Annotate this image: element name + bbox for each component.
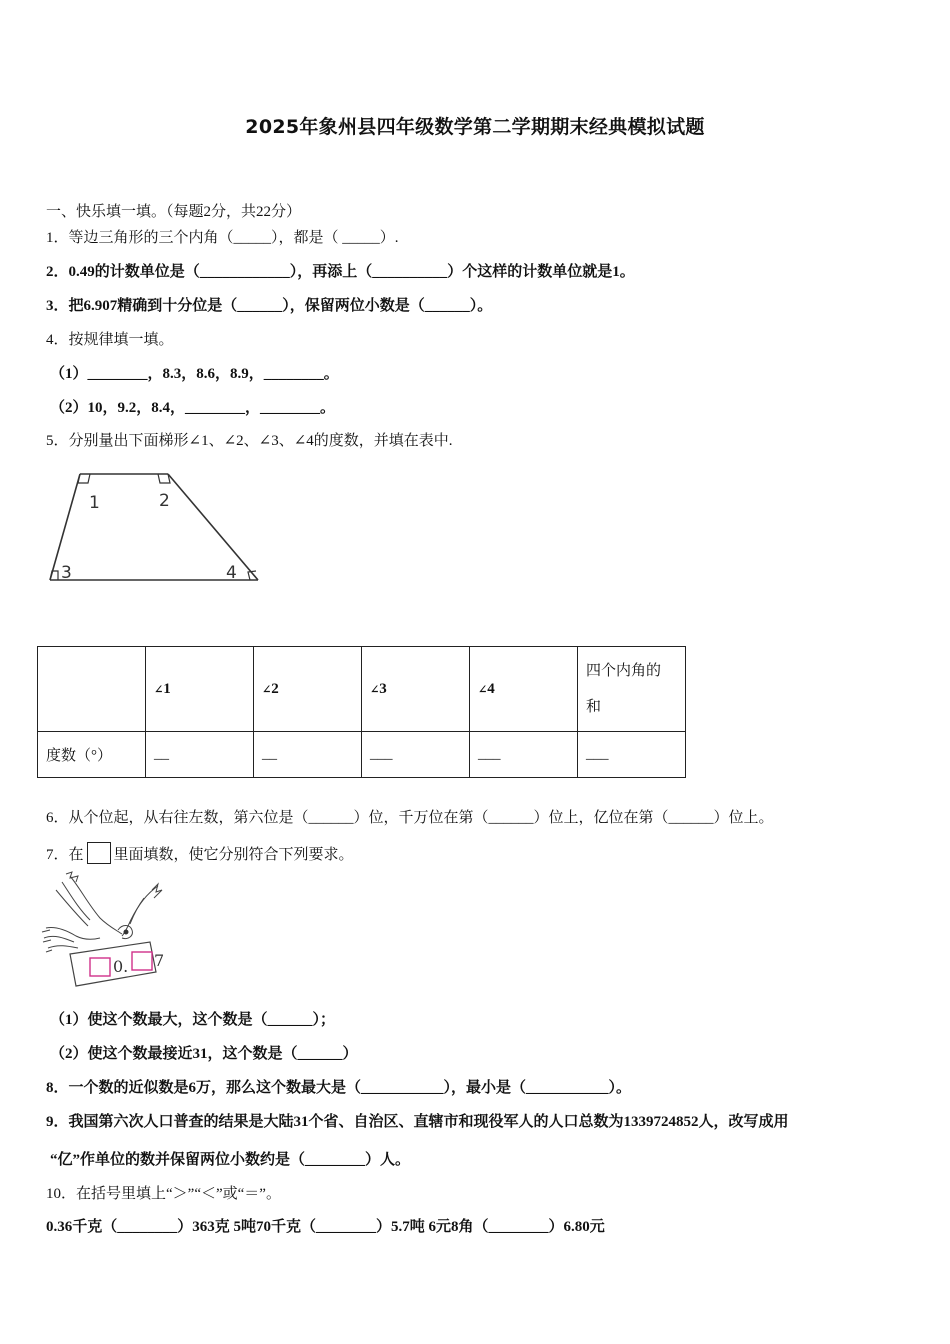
table-row xyxy=(38,732,686,778)
question-7-part-2: （2）使这个数最接近31，这个数是（______） xyxy=(50,1046,358,1062)
table-corner-cell xyxy=(38,647,146,732)
angle-label-4: 4 xyxy=(226,563,237,583)
answer-cell-angle-3[interactable]: ___ xyxy=(362,732,470,778)
angle-label-2: 2 xyxy=(159,491,170,511)
fill-box-icon xyxy=(87,842,111,864)
section-heading: 一、快乐填一填。（每题2分，共22分） xyxy=(46,204,302,220)
question-6: 6．从个位起，从右往左数，第六位是（______）位，千万位在第（______）位上，亿位在第（______）位上。 xyxy=(46,810,774,826)
angle-label-1: 1 xyxy=(89,493,100,513)
header-angle-4: ∠4 xyxy=(470,647,578,732)
header-angle-2: ∠2 xyxy=(254,647,362,732)
tail-feathers xyxy=(46,927,100,939)
question-4-part-1: （1）________，8.3，8.6，8.9，________。 xyxy=(50,366,339,382)
trapezoid-figure xyxy=(44,466,268,590)
question-2: 2．0.49的计数单位是（____________），再添上（__________）个这样的计数单位就是1。 xyxy=(46,264,635,280)
row-label-degrees: 度数（°） xyxy=(38,732,146,778)
question-3: 3．把6.907精确到十分位是（______），保留两位小数是（______）。 xyxy=(46,298,493,314)
table-header-row xyxy=(38,647,686,732)
answer-cell-sum[interactable]: ___ xyxy=(578,732,686,778)
page-title: 2025年象州县四年级数学第二学期期末经典模拟试题 xyxy=(245,116,705,138)
question-4-part-2: （2）10，9.2，8.4，________，________。 xyxy=(50,400,336,416)
question-9-line-1: 9．我国第六次人口普查的结果是大陆31个省、自治区、直辖市和现役军人的人口总数为1339724852人，改写成用 xyxy=(46,1114,789,1130)
question-4: 4．按规律填一填。 xyxy=(46,332,174,348)
question-9-line-2: “亿”作单位的数并保留两位小数约是（________）人。 xyxy=(50,1152,411,1168)
angle-label-3: 3 xyxy=(61,563,72,583)
question-5: 5．分别量出下面梯形∠1、∠2、∠3、∠4的度数，并填在表中. xyxy=(46,433,453,449)
header-angle-3: ∠3 xyxy=(362,647,470,732)
bird-holding-card-illustration xyxy=(40,868,170,992)
card-text-mid: 0. xyxy=(113,957,129,976)
question-8: 8．一个数的近似数是6万，那么这个数最大是（___________），最小是（___________）。 xyxy=(46,1080,632,1096)
angle-1-mark xyxy=(78,474,90,483)
answer-cell-angle-4[interactable]: ___ xyxy=(470,732,578,778)
header-angle-sum: 四个内角的 和 xyxy=(578,647,686,732)
question-7-part-1: （1）使这个数最大，这个数是（______）； xyxy=(50,1012,336,1028)
question-10: 10．在括号里填上“＞”“＜”或“＝”。 xyxy=(46,1186,281,1202)
angle-table xyxy=(37,646,686,778)
bird-eye xyxy=(124,930,129,935)
answer-cell-angle-1[interactable]: __ xyxy=(146,732,254,778)
answer-cell-angle-2[interactable]: __ xyxy=(254,732,362,778)
question-7: 7．在 里面填数，使它分别符合下列要求。 xyxy=(46,842,354,865)
right-wing-outline xyxy=(122,886,158,936)
card-text-end: 7 xyxy=(154,951,165,970)
question-10-items: 0.36千克（________）363克 5吨70千克（________）5.7吨 6元8角（________）6.80元 xyxy=(46,1219,605,1235)
header-angle-1: ∠1 xyxy=(146,647,254,732)
angle-2-mark xyxy=(158,474,170,483)
trapezoid-right-edge xyxy=(168,474,258,580)
question-1: 1．等边三角形的三个内角（_____），都是（ _____）. xyxy=(46,230,399,246)
